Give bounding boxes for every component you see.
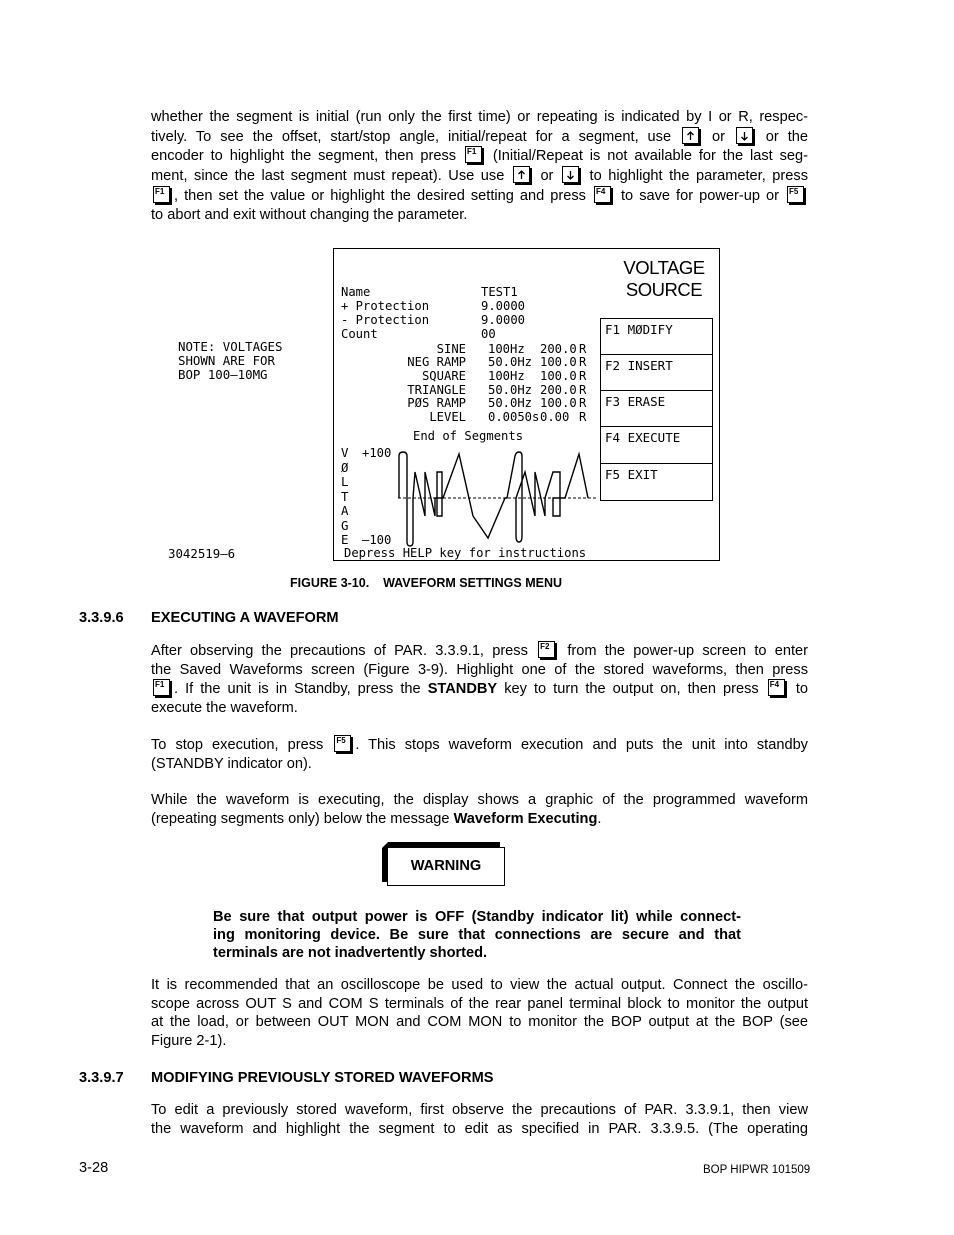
- text-line: [151, 1120, 808, 1139]
- text-run: While the waveform is executing, the display shows a graphic of the programmed waveform: [151, 792, 808, 808]
- segment-value: 200.0: [540, 383, 577, 397]
- segment-value: 100.0: [540, 396, 577, 410]
- f1-modify-button[interactable]: [600, 318, 713, 355]
- document-id: BOP HIPWR 101509: [703, 1164, 811, 1176]
- axis-letter: L: [341, 474, 349, 489]
- bold-term: Waveform Executing: [453, 810, 598, 827]
- f3-erase-button[interactable]: [600, 390, 713, 427]
- key-label: F5: [336, 736, 346, 745]
- text-line: [151, 810, 808, 829]
- f4-execute-button[interactable]: [600, 426, 713, 464]
- param-label: - Protection: [341, 313, 430, 327]
- page-number: 3-28: [79, 1160, 109, 1176]
- f3-label: F3 ERASE: [605, 394, 666, 409]
- text-line: [151, 166, 808, 186]
- f5-label: F5 EXIT: [605, 467, 658, 482]
- section-number: 3.3.9.6: [79, 610, 124, 626]
- text-run: the Saved Waveforms screen (Figure 3-9). Highlight one of the stored waveforms, then press: [151, 661, 808, 678]
- segment-flag: R: [579, 383, 587, 397]
- f2-insert-button[interactable]: [600, 354, 713, 391]
- text-line: [151, 1101, 808, 1120]
- key-label: F2: [540, 642, 550, 651]
- segment-type: TRIANGLE: [407, 383, 466, 397]
- text-run: (STANDBY indicator on).: [151, 755, 312, 772]
- figure-note: [178, 340, 282, 382]
- f5-key-icon: [787, 186, 804, 203]
- executing-paragraph-2: [151, 735, 808, 773]
- note-line: SHOWN ARE FOR: [178, 353, 275, 368]
- text-line: [151, 641, 808, 661]
- text-line: [151, 976, 808, 995]
- text-line: [151, 791, 808, 810]
- segment-type: NEG RAMP: [407, 355, 466, 369]
- text-line: [151, 995, 808, 1014]
- text-run: to save for power-up or: [614, 187, 785, 204]
- screen-title-line2: SOURCE: [625, 279, 703, 300]
- text-line: [151, 108, 808, 127]
- axis-letter: G: [341, 517, 349, 533]
- segment-flag: R: [579, 342, 587, 356]
- param-value: 9.0000: [481, 299, 526, 313]
- text-line: [151, 679, 808, 699]
- text-run: or: [703, 128, 734, 145]
- segment-value: 0.00: [540, 410, 570, 424]
- voltage-axis-label: [341, 446, 348, 548]
- f1-key-icon: [465, 146, 482, 163]
- segment-flag: R: [579, 410, 587, 424]
- note-line: NOTE: VOLTAGES: [178, 339, 283, 354]
- param-value: 9.0000: [481, 313, 526, 327]
- waveform-trace: [399, 452, 588, 546]
- key-label: F1: [466, 147, 477, 157]
- waveform-graphic: [395, 446, 600, 550]
- f4-key-icon: [594, 186, 611, 203]
- screen-title-line1: VOLTAGE: [623, 257, 705, 278]
- screen-title: [612, 257, 716, 301]
- segment-value: 100.0: [540, 355, 577, 369]
- text-line: [151, 1013, 808, 1032]
- f1-label: F1 MØDIFY: [605, 322, 673, 337]
- text-run: to highlight the parameter, press: [582, 168, 808, 185]
- text-line: [151, 735, 808, 755]
- up-arrow-key-icon: [513, 166, 530, 183]
- text-line: [151, 1032, 808, 1051]
- warning-box: [382, 842, 506, 887]
- text-run: or the: [756, 128, 808, 145]
- f2-key-icon: [538, 641, 555, 658]
- segment-freq: 0.0050s: [488, 410, 540, 424]
- segment-type: PØS RAMP: [407, 396, 466, 410]
- bold-term: STANDBY: [427, 681, 498, 698]
- axis-min-label: —100: [362, 533, 392, 547]
- warning-text: [213, 908, 741, 962]
- figure-caption: FIGURE 3-10. WAVEFORM SETTINGS MENU: [290, 576, 563, 590]
- param-label: + Protection: [341, 299, 430, 313]
- f4-label: F4 EXECUTE: [605, 430, 681, 445]
- segment-type: SQUARE: [421, 369, 466, 383]
- segment-flag: R: [579, 355, 587, 369]
- axis-letter: V: [341, 445, 349, 460]
- warning-line: ing monitoring device. Be sure that connections are secure and that: [213, 927, 741, 943]
- note-line: BOP 100—10MG: [178, 367, 268, 382]
- text-run: scope across OUT S and COM S terminals of the rear panel terminal block to monitor the output: [151, 995, 808, 1012]
- warning-line: terminals are not inadvertently shorted.: [213, 945, 488, 961]
- key-label: F4: [595, 186, 606, 196]
- text-run: After observing the precautions of PAR. 3.3.9.1, press: [151, 643, 537, 659]
- text-run: . This stops waveform execution and puts the unit into standby: [355, 737, 808, 753]
- text-run: .: [597, 810, 602, 827]
- segment-freq: 50.0Hz: [488, 355, 533, 369]
- text-run: (Initial/Repeat is not available for the last seg-: [485, 148, 808, 165]
- text-run: the waveform and highlight the segment to edit as specified in PAR. 3.3.9.5. (The operating: [151, 1120, 808, 1137]
- text-run: whether the segment is initial (run only the first time) or repeating is indicated by I or R, respec-: [151, 109, 808, 125]
- text-run: To edit a previously stored waveform, first observe the precautions of PAR. 3.3.9.1, then view: [151, 1102, 808, 1118]
- executing-paragraph-3: [151, 791, 808, 828]
- text-run: at the load, or between OUT MON and COM MON to monitor the BOP output at the BOP (see: [151, 1014, 808, 1031]
- up-arrow-key-icon: [682, 127, 699, 144]
- oscilloscope-paragraph: [151, 976, 808, 1051]
- help-message: Depress HELP key for instructions: [344, 546, 587, 560]
- segment-value: 200.0: [540, 342, 577, 356]
- axis-letter: A: [341, 503, 349, 518]
- segment-value: 100.0: [540, 369, 577, 383]
- section-title: MODIFYING PREVIOUSLY STORED WAVEFORMS: [151, 1070, 494, 1086]
- param-value: TEST1: [481, 285, 518, 299]
- segment-type: LEVEL: [429, 410, 466, 424]
- text-run: . If the unit is in Standby, press the: [174, 681, 428, 698]
- text-run: tively. To see the offset, start/stop angle, initial/repeat for a segment, use: [151, 128, 681, 145]
- key-label: F1: [155, 186, 165, 196]
- section-number: 3.3.9.7: [79, 1070, 124, 1086]
- f2-label: F2 INSERT: [605, 358, 673, 373]
- text-line: [151, 186, 808, 206]
- f1-key-icon: [153, 679, 170, 696]
- text-run: (repeating segments only) below the message: [151, 810, 454, 827]
- end-of-segments: End of Segments: [413, 429, 524, 443]
- text-line: [151, 127, 808, 147]
- param-value: 00: [481, 327, 496, 341]
- text-run: encoder to highlight the segment, then press: [151, 148, 463, 165]
- segment-flag: R: [579, 396, 587, 410]
- param-label: Name: [341, 285, 371, 299]
- text-run: from the power-up screen to enter: [559, 643, 808, 659]
- text-run: It is recommended that an oscilloscope be used to view the actual output. Connect the oscillo-: [151, 977, 808, 993]
- axis-letter: E: [341, 532, 349, 547]
- f1-key-icon: [153, 186, 170, 203]
- figure-number: 3042519—6: [168, 546, 236, 561]
- axis-max-label: +100: [362, 446, 392, 460]
- key-label: F5: [789, 186, 799, 196]
- f5-key-icon: [334, 735, 351, 752]
- text-run: to abort and exit without changing the parameter.: [151, 206, 468, 223]
- text-line: [151, 206, 808, 225]
- f4-key-icon: [768, 679, 785, 696]
- segment-freq: 100Hz: [488, 342, 525, 356]
- segment-freq: 50.0Hz: [488, 383, 533, 397]
- executing-paragraph-1: [151, 641, 808, 718]
- text-run: , then set the value or highlight the desired setting and press: [174, 187, 592, 204]
- text-line: [151, 699, 808, 718]
- axis-letter: Ø: [341, 459, 349, 475]
- section-title: EXECUTING A WAVEFORM: [151, 610, 339, 626]
- key-label: F4: [769, 680, 780, 690]
- text-run: or: [533, 168, 560, 185]
- text-run: execute the waveform.: [151, 700, 298, 717]
- intro-paragraph: [151, 108, 808, 224]
- param-label: Count: [341, 327, 378, 341]
- segment-type: SINE: [436, 342, 466, 356]
- segment-freq: 50.0Hz: [488, 396, 533, 410]
- text-run: ment, since the last segment must repeat). Use use: [151, 168, 511, 185]
- warning-line: Be sure that output power is OFF (Standby indicator lit) while connect-: [213, 909, 741, 925]
- text-line: [151, 755, 808, 774]
- text-run: To stop execution, press: [151, 737, 333, 753]
- segment-flag: R: [579, 369, 587, 383]
- f5-exit-button[interactable]: [600, 463, 713, 501]
- down-arrow-key-icon: [562, 166, 579, 183]
- text-run: key to turn the output on, then press: [497, 681, 766, 698]
- text-line: [151, 661, 808, 680]
- modifying-paragraph: [151, 1101, 808, 1138]
- segment-freq: 100Hz: [488, 369, 525, 383]
- down-arrow-key-icon: [736, 127, 753, 144]
- text-run: Figure 2-1).: [151, 1033, 227, 1050]
- text-line: [151, 146, 808, 166]
- text-run: to: [788, 681, 808, 698]
- key-label: F1: [155, 680, 165, 690]
- axis-letter: T: [341, 488, 349, 504]
- warning-label: WARNING: [410, 858, 482, 874]
